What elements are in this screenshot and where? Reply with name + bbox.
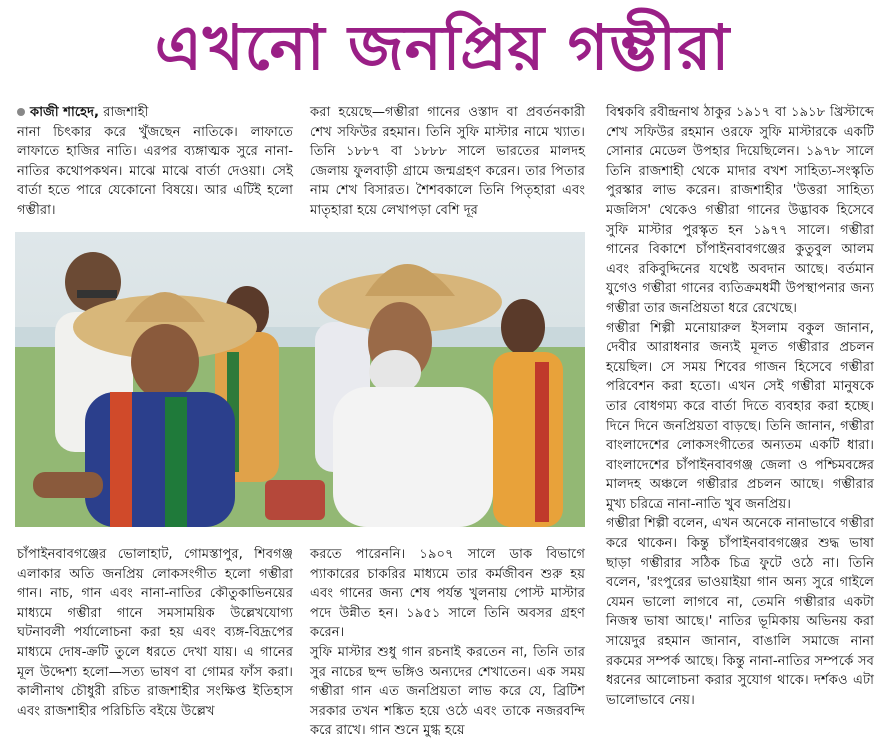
paragraph: চাঁপাইনবাবগঞ্জের ভোলাহাট, গোমস্তাপুর, শিবগঞ্জ এলাকার অতি জনপ্রিয় লোকসংগীত হলো গম্ভীরা গান। নাচ, গান এবং নানা-নাতির কৌতুকাভিনয়ের মাধ্যমে গম্ভীরা গানে সমসাময়িক উল্লেখযোগ্য ঘটনাবলী পর্যালোচনা করা হয় এবং ব্যঙ্গ-বিদ্রূপের মাধ্যমে দোষ-ক্রটি তুলে ধরতে দেখা যায়। এ গানের মূল উদ্দেশ্য হলো—সত্য ভাষণ বা গোমর ফাঁস করা। কালীনাথ চৌধুরী রচিত রাজশাহীর সংক্ষিপ্ত ইতিহাস এবং রাজশাহীর পরিচিতি বইয়ে উল্লেখ bbox=[17, 547, 293, 719]
article-column-3 bbox=[606, 103, 874, 710]
article-column-1-bottom bbox=[17, 545, 293, 721]
article-column-2-top bbox=[310, 103, 585, 221]
bullet-icon bbox=[17, 108, 25, 116]
paragraph: করতে পারেননি। ১৯০৭ সালে ডাক বিভাগে প্যাকারের চাকরির মাধ্যমে তার কর্মজীবন শুরু হয় এবং গানের জন্য শেষ পর্যন্ত খুলনায় পোস্ট মাস্টার পদে উন্নীত হন। ১৯৫১ সালে তিনি অবসর গ্রহণ করেন। bbox=[310, 547, 585, 641]
paragraph: গম্ভীরা শিল্পী মনোয়ারুল ইসলাম বকুল জানান, দেবীর আরাধনার জন্যই মূলত গম্ভীরার প্রচলন হয়েছিল। সে সময় শিবের গাজন হিসেবে গম্ভীরা পরিবেশন করা হতো। এখন সেই গম্ভীরা মানুষকে তার বোধগম্য করে বার্তা দিতে ব্যবহার করা হচ্ছে। দিনে দিনে জনপ্রিয়তা বাড়ছে। তিনি জানান, গম্ভীরা বাংলাদেশের লোকসংগীতের অন্যতম একটি ধারা। বাংলাদেশের চাঁপাইনবাবগঞ্জ জেলা ও পশ্চিমবঙ্গের মালদহ অঞ্চলে গম্ভীরার প্রচলন আছে। গম্ভীরার মুখ্য চরিত্রে নানা-নাতি খুব জনপ্রিয়। bbox=[606, 320, 874, 512]
article-photo bbox=[15, 232, 585, 527]
article-column-1-top bbox=[17, 103, 293, 221]
article-column-2-bottom bbox=[310, 545, 585, 741]
headline: এখনো জনপ্রিয় গম্ভীরা bbox=[154, 11, 731, 84]
paragraph: গম্ভীরা শিল্পী বলেন, এখন অনেকে নানাভাবে গম্ভীরা করে থাকেন। কিন্তু চাঁপাইনবাবগঞ্জের শুদ্ধ ভাষা ছাড়া গম্ভীরার সঠিক চিত্র ফুটে ওঠে না। তিনি বলেন, 'রংপুরের ভাওয়াইয়া গান অন্য সুরে গাইলে যেমন ভালো লাগবে না, তেমনি গম্ভীরার একটা নিজস্ব ভাষা আছে।' নাতির ভূমিকায় অভিনয় করা সায়েদুর রহমান জানান, বাঙালি সমাজে নানা রকমের সম্পর্ক আছে। কিন্তু নানা-নাতির সম্পর্কে সব ধরনের আলোচনা করার সুযোগ থাকে। দর্শকও এটা ভালোভাবে নেয়। bbox=[606, 516, 874, 708]
gambhira-performers-photo bbox=[15, 232, 585, 527]
paragraph: করা হয়েছে—গম্ভীরা গানের ওস্তাদ বা প্রবর্তনকারী শেখ সফিউর রহমান। তিনি সুফি মাস্টার নামে খ্যাত। তিনি ১৮৮৭ বা ১৮৮৮ সালে ভারতের মালদহ জেলায় ফুলবাড়ী গ্রামে জন্মগ্রহণ করেন। তার পিতার নাম শেখ বিসারত। শৈশবকালে তিনি পিতৃহারা এবং মাতৃহারা হয়ে লেখাপড়া বেশি দূর bbox=[310, 105, 585, 218]
paragraph: সুফি মাস্টার শুধু গান রচনাই করতেন না, তিনি তার সুর নাচের ছন্দ ভঙ্গিও অন্যদের শেখাতেন। এক সময় গম্ভীরা গান এত জনপ্রিয়তা লাভ করে যে, ব্রিটিশ সরকার তখন শঙ্কিত হয়ে ওঠে এবং তাকে নজরবন্দি করে রাখে। গান শুনে মুগ্ধ হয়ে bbox=[310, 644, 585, 739]
byline bbox=[17, 103, 293, 123]
byline-author: কাজী শাহেদ, bbox=[30, 105, 100, 120]
byline-location: রাজশাহী bbox=[103, 105, 149, 120]
paragraph: বিশ্বকবি রবীন্দ্রনাথ ঠাকুর ১৯১৭ বা ১৯১৮ খ্রিস্টাব্দে শেখ সফিউর রহমান ওরফে সুফি মাস্টারকে একটি সোনার মেডেল উপহার দিয়েছিলেন। ১৯৭৮ সালে তিনি রাজশাহী থেকে মাদার বখশ সাহিত্য-সংস্কৃতি পুরস্কার লাভ করেন। রাজশাহীর 'উত্তরা সাহিত্য মজলিস' থেকেও গম্ভীরা গানের উদ্ভাবক হিসেবে সুফি মাস্টার পুরস্কৃত হন ১৯৭৭ সালে। গম্ভীরা গানের বিকাশে চাঁপাইনবাবগঞ্জের কুতুবুল আলম এবং রকিবুদ্দিনের যথেষ্ট অবদান আছে। বর্তমান যুগেও গম্ভীরা গানের ব্যতিক্রমধর্মী উপস্থাপনার জন্য গম্ভীরা তার জনপ্রিয়তা ধরে রেখেছে। bbox=[606, 105, 874, 316]
paragraph: নানা চিৎকার করে খুঁজছেন নাতিকে। লাফাতে লাফাতে হাজির নাতি। এরপর ব্যঙ্গাত্মক সুরে নানা-নাতির কথোপকথন। মাঝে মাঝে বার্তা দেওয়া। সেই বার্তা হতে পারে যেকোনো বিষয়ে। আর এটিই হলো গম্ভীরা। bbox=[17, 124, 293, 218]
